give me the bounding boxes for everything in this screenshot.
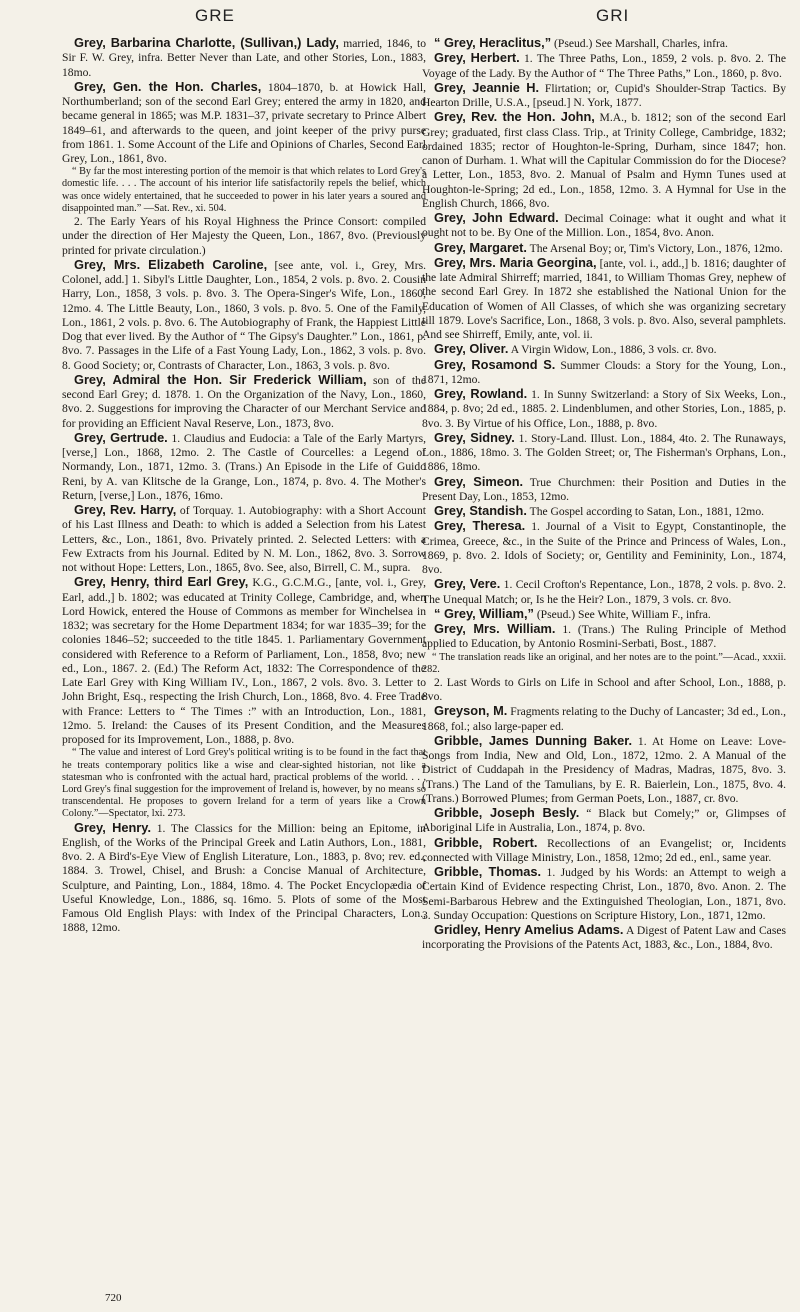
entry-body: 1. In Sunny Switzerland: a Story of Six Weeks, Lon., 1884, p. 8vo; 2d ed., 1885. 2. Lindenblumen, and other Stories, Lon., 1885, p. 8vo. 3. By Virtue of his Office, Lon., 1888, p. 8vo. [422, 388, 786, 430]
entry-heading: Greyson, M. [434, 703, 508, 719]
bibliography-entry [62, 431, 426, 503]
entry-heading: Grey, Admiral the Hon. Sir Frederick William, [74, 371, 367, 387]
bibliography-entry [422, 836, 786, 866]
entry-heading: Grey, Jeannie H. [434, 79, 540, 95]
bibliography-entry [422, 241, 786, 256]
bibliography-entry [422, 734, 786, 806]
page-number: 720 [105, 1292, 122, 1304]
bibliography-entry [422, 211, 786, 241]
entry-body: A Virgin Widow, Lon., 1886, 3 vols. cr. 8vo. [508, 343, 717, 357]
entry-body: Flirtation; or, Cupid's Shoulder-Strap Tactics. By Hearton Drille, U.S.A., [pseud.] N. York, 1877. [422, 81, 786, 109]
entry-body: (Pseud.) See White, William F., infra. [533, 607, 711, 621]
right-column [422, 36, 786, 953]
quote-text: “ The translation reads like an original, and her notes are to the point.”—Acad., xxxii. 282. [422, 651, 786, 675]
entry-heading: Grey, Standish. [434, 503, 527, 518]
quote-text: “ By far the most interesting portion of the memoir is that which relates to Lord Grey's domestic life. . . . The account of his interior life satisfactorily repels the belief, which was once widely entertained, that he succeeded to power in his later years a soured and disappointed man.” —Sat. Rev., xi. 504. [62, 166, 426, 214]
entry-body: 2. The Early Years of his Royal Highness the Prince Consort: compiled under the direction of Her Majesty the Queen, Lon., 1867, 8vo. (Previously printed for private circulation.) [62, 215, 426, 257]
bibliography-entry [422, 865, 786, 923]
entry-heading: Gribble, Thomas. [434, 864, 542, 880]
bibliography-entry [422, 51, 786, 81]
entry-heading: Grey, Rowland. [434, 386, 528, 401]
left-column [62, 36, 426, 936]
entry-body: Recollections of an Evangelist; or, Incidents connected with Village Ministry, Lon., 1858, 12mo; 2d ed., enl., same year. [422, 836, 786, 864]
entry-body: 1. The Classics for the Million: being an Epitome, in English, of the Works of the Principal Greek and Latin Authors, Lon., 1881, 8vo. 2. A Bird's-Eye View of English Literature, Lon., 1883, p. 8vo; rev. ed., 1884. 3. Trowel, Chisel, and Brush: a Concise Manual of Architecture, Sculpture, and Painting, Lon., 1884, 18mo. 4. The Pocket Encyclopædia of Useful Knowledge, Lon., 1886, sq. 16mo. 5. Plots of some of the Most Famous Old English Plays: with Index of the Principal Characters, Lon., 1888, 12mo. [62, 821, 426, 935]
entry-heading: Grey, John Edward. [434, 210, 559, 225]
entry-body: A Digest of Patent Law and Cases incorporating the Provisions of the Patents Act, 1883, &c., Lon., 1884, 8vo. [422, 924, 786, 952]
entry-heading: Grey, Rev. the Hon. John, [434, 109, 595, 125]
entry-heading: Grey, Mrs. Maria Georgina, [434, 254, 597, 270]
entry-body: 1. Story-Land. Illust. Lon., 1884, 4to. 2. The Runaways, Lon., 1886, 18mo. 3. The Golden Street; or, The Fisherman's Orphans, Lon., 1886, 18mo. [422, 431, 786, 474]
bibliography-entry [422, 342, 786, 357]
entry-heading: Grey, Henry. [74, 819, 151, 835]
bibliography-entry [62, 80, 426, 167]
entry-heading: Grey, Herbert. [434, 50, 520, 66]
entry-body: “ Black but Comely;” or, Glimpses of Aboriginal Life in Australia, Lon., 1874, p. 8vo. [422, 807, 786, 835]
bibliography-entry [422, 36, 786, 51]
entry-heading: Gribble, Robert. [434, 834, 538, 850]
entry-heading: Grey, Vere. [434, 576, 501, 592]
entry-body: 1. At Home on Leave: Love-Songs from India, New and Old, Lon., 1872, 12mo. 2. A Manual of the District of Cuddapah in the Presidency of Madras, Madras, 1875, 8vo. 3. (Trans.) The Land of the Tamulians, by E. R. Baierlein, Lon., 1875, 8vo. 4. (Trans.) Borrowed Plumes; from German Poets, Lon., 1887, cr. 8vo. [422, 734, 786, 805]
entry-heading: Grey, Rev. Harry, [74, 502, 177, 518]
entry-heading: Grey, Gen. the Hon. Charles, [74, 78, 262, 94]
entry-heading: Grey, Theresa. [434, 518, 526, 534]
entry-body: of Torquay. 1. Autobiography: with a Short Account of his Last Illness and Death: to which is added a Selection from his Latest Letters, &c., Lon., 1861, 8vo. Privately printed. 2. Selected Letters: with a Few Extracts from his Journal. Edited by N. M. Lon., 1862, 8vo. 3. Sorrow not without Hope: Letters, Lon., 1865, 8vo. See, also, Birrell, C. M., supra. [62, 504, 426, 575]
review-quote [62, 747, 426, 820]
bibliography-entry [62, 36, 426, 80]
entry-heading: Grey, Barbarina Charlotte, (Sullivan,) Lady, [74, 35, 339, 50]
running-head [0, 2, 800, 30]
review-quote [422, 652, 786, 676]
entry-body: The Gospel according to Satan, Lon., 1881, 12mo. [526, 505, 765, 518]
entry-body: Decimal Coinage: what it ought and what it ought not to be. By One of the Million. Lon., 1854, 8vo. Anon. [422, 212, 786, 240]
entry-body: 1804–1870, b. at Howick Hall, Northumberland; son of the second Earl Grey; entered the army in 1820, and became general in 1865; was M.P. 1831–37, private secretary to Prince Albert 1849–61, and afterwards to the queen, and joint keeper of the privy purse from 1861. 1. Some Account of the Life and Opinions of Charles, Second Earl Grey, Lon., 1861, 8vo. [62, 80, 426, 165]
bibliography-entry [422, 504, 786, 519]
entry-heading: Grey, Sidney. [434, 429, 515, 445]
entry-heading: Grey, Margaret. [434, 239, 527, 255]
entry-body: 1. Judged by his Words: an Attempt to weigh a Certain Kind of Evidence respecting Christ, Lon., 1870, 8vo. Anon. 2. The Semi-Barbarous Hebrew and the Extinguished Theologian, Lon., 1871, 8vo. 3. Sunday Occupation: Questions on Scripture History, Lon., 1871, 12mo. [422, 866, 786, 922]
bibliography-entry [422, 622, 786, 652]
entry-body: (Pseud.) See Marshall, Charles, infra. [551, 37, 728, 50]
entry-heading: Grey, Rosamond S. [434, 356, 556, 372]
entry-body: The Arsenal Boy; or, Tim's Victory, Lon., 1876, 12mo. [526, 241, 783, 255]
bibliography-entry [62, 575, 426, 747]
review-quote [62, 166, 426, 215]
entry-heading: “ Grey, William,” [434, 605, 534, 621]
entry-body: Fragments relating to the Duchy of Lancaster; 3d ed., Lon., 1868, fol.; also large-paper ed. [422, 705, 787, 733]
entry-body: Summer Clouds: a Story for the Young, Lon., 1871, 12mo. [422, 358, 786, 386]
bibliography-entry [62, 821, 426, 936]
bibliography-entry [422, 358, 786, 388]
bibliography-entry [422, 431, 786, 475]
bibliography-entry [422, 577, 786, 607]
bibliography-entry [422, 475, 786, 505]
entry-heading: “ Grey, Heraclitus,” [434, 35, 552, 50]
entry-body: 1. Claudius and Eudocia: a Tale of the Early Martyrs, [verse,] Lon., 1868, 12mo. 2. The Castle of Courcelles: a Legend of Normandy, Lon., 1871, 12mo. 3. (Trans.) An Episode in the Life of Guido Reni, by A. van Klitsche de la Grange, Lon., 1874, p. 8vo. 4. The Mother's Return, [verse,] Lon., 1876, 16mo. [62, 431, 426, 502]
entry-body: married, 1846, to Sir F. W. Grey, infra. Better Never than Late, and other Stories, Lon., 1883, 18mo. [62, 37, 426, 79]
bibliography-entry [422, 110, 786, 211]
entry-body: True Churchmen: their Position and Duties in the Present Day, Lon., 1853, 12mo. [422, 475, 787, 503]
running-head-left: GRE [195, 6, 235, 25]
bibliography-entry [422, 806, 786, 836]
entry-heading: Grey, Gertrude. [74, 429, 168, 445]
running-head-right: GRI [596, 6, 630, 25]
entry-heading: Grey, Simeon. [434, 473, 524, 489]
entry-body: [see ante, vol. i., Grey, Mrs. Colonel, add.] 1. Sibyl's Little Daughter, Lon., 1854, 2 vols. p. 8vo. 2. Cousin Harry, Lon., 1858, 3 vols. p. 8vo. 3. The Opera-Singer's Wife, Lon., 1860, 12mo. 4. The Little Beauty, Lon., 1860, 3 vols. p. 8vo. 5. One of the Family, Lon., 1861, 2 vols. p. 8vo. 6. The Autobiography of Frank, the Happiest Little Dog that ever lived. By the Author of “ The Gipsy's Daughter.” Lon., 1861, p. 8vo. 7. Passages in the Life of a Fast Young Lady, Lon., 1862, 3 vols. p. 8vo. 8. Good Society; or, Contrasts of Character, Lon., 1863, 3 vols. p. 8vo. [62, 258, 426, 372]
entry-heading: Grey, Mrs. Elizabeth Caroline, [74, 256, 268, 272]
entry-body: K.G., G.C.M.G., [ante, vol. i., Grey, Earl, add.,] b. 1802; was educated at Trinity College, Cambridge, and, when Lord Howick, entered the House of Commons as member for Winchelsea in 1832; was secretary for the Home Department 1834; for war 1835–39; for the colonies 1846–52; succeeded to the title 1845. 1. Parliamentary Government considered with Reference to a Reform of Parliament, Lon., 1858, 8vo; new ed., Lon., 1867. 2. (Ed.) The Reform Act, 1832: The Correspondence of the Late Earl Grey with King William IV., Lon., 1867, 2 vols. 8vo. 3. Letter to John Bright, Esq., respecting the Irish Church, Lon., 1868, 8vo. 4. Free Trade with France: Letters to “ The Times :” with an Introduction, Lon., 1881, 12mo. 5. Ireland: the Causes of its Present Condition, and the Measures proposed for its Improvement, Lon., 1888, p. 8vo. [62, 576, 426, 747]
bibliography-entry [422, 704, 786, 734]
entry-body: 1. The Three Paths, Lon., 1859, 2 vols. p. 8vo. 2. The Voyage of the Lady. By the Author of “ The Three Paths,” Lon., 1860, p. 8vo. [422, 52, 786, 80]
bibliography-entry [62, 215, 426, 258]
bibliography-entry [62, 258, 426, 373]
entry-heading: Grey, Mrs. William. [434, 621, 556, 636]
entry-heading: Gribble, Joseph Besly. [434, 805, 580, 821]
bibliography-entry [62, 503, 426, 575]
bibliography-entry [422, 519, 786, 577]
entry-body: 2. Last Words to Girls on Life in School and after School, Lon., 1888, p. 8vo. [422, 675, 786, 704]
bibliography-entry [422, 607, 786, 622]
entry-heading: Grey, Henry, third Earl Grey, [74, 574, 249, 590]
bibliography-entry [422, 256, 786, 343]
entry-body: 1. Cecil Crofton's Repentance, Lon., 1878, 2 vols. p. 8vo. 2. The Unequal Match; or, Is he the Heir? Lon., 1879, 3 vols. cr. 8vo. [422, 578, 786, 606]
quote-text: “ The value and interest of Lord Grey's political writing is to be found in the fact that he treats contemporary politics like a wise and clear-sighted historian, not like a statesman who is confronted with the actual hard, practical problems of the world. . . . Lord Grey's final suggestion for the improvement of Ireland is, however, by no means so transcendental. He proposes to govern Ireland for a term of years like a Crown Colony.”—Spectator, lxi. 273. [62, 747, 426, 820]
entry-body: 1. Journal of a Visit to Egypt, Constantinople, the Crimea, Greece, &c., in the Suite of the Prince and Princess of Wales, Lon., 1869, p. 8vo. 2. Idols of Society; or, Gentility and Femininity, Lon., 1874, 8vo. [422, 520, 787, 576]
bibliography-entry [62, 373, 426, 431]
bibliography-entry [422, 81, 786, 111]
entry-body: M.A., b. 1812; son of the second Earl Grey; graduated, first class Class. Trip., at Trinity College, Cambridge, 1832; ordained 1835; rector of Houghton-le-Spring, Durham, since 1847; hon. canon of Durham. 1. What will the Capitular Commission do for the Diocese? a Letter, Lon., 1853, 8vo. 2. Manual of Psalm and Hymn Tunes used at Houghton-le-Spring; 2d ed., Lon., 1858, 12mo. 3. A Hymnal for Use in the English Church, 1866, 8vo. [422, 111, 787, 210]
entry-body: son of the second Earl Grey; d. 1878. 1. On the Organization of the Navy, Lon., 1860, 8vo. 2. Suggestions for improving the Character of our Merchant Service and for providing an Efficient Naval Reserve, Lon., 1873, 8vo. [62, 373, 427, 430]
entry-heading: Gribble, James Dunning Baker. [434, 732, 633, 748]
bibliography-entry [422, 923, 786, 953]
bibliography-entry [422, 676, 786, 705]
entry-body: [ante, vol. i., add.,] b. 1816; daughter of the late Admiral Shirreff; married, 1841, to William Thomas Grey, nephew of the second Earl Grey. In 1872 she established the National Union for the Education of Women of All Classes, of which she was organizing secretary till 1879. Love's Sacrifice, Lon., 1868, 3 vols. p. 8vo. Also, several pamphlets. And see Shirreff, Emily, ante, vol. ii. [422, 256, 786, 341]
entry-heading: Gridley, Henry Amelius Adams. [434, 922, 624, 938]
entry-body: 1. (Trans.) The Ruling Principle of Method applied to Education, by Antonio Rosmini-Serbati, Bost., 1887. [422, 623, 786, 651]
bibliography-entry [422, 387, 786, 431]
entry-heading: Grey, Oliver. [434, 341, 509, 357]
